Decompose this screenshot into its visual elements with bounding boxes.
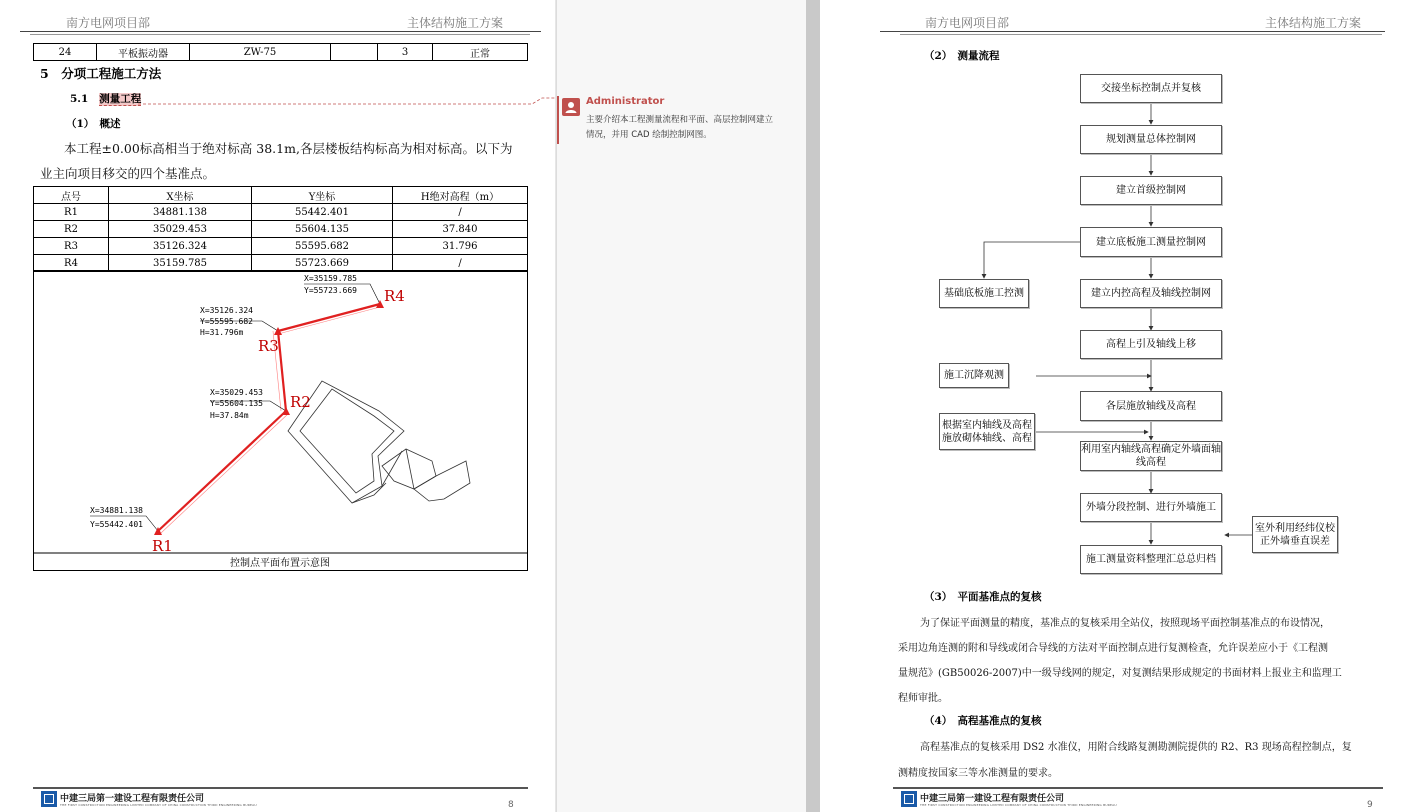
subsection-title	[70, 91, 141, 106]
header-right-text: 主体结构施工方案	[1265, 16, 1362, 30]
control-plan-drawing	[34, 271, 527, 570]
flow-step-10: 施工测量资料整理汇总总归档	[1080, 545, 1222, 574]
flow-step-9: 外墙分段控制、进行外墙施工	[1080, 493, 1222, 522]
r1-x-label: X=34881.138	[90, 506, 143, 515]
r1-point-label: R1	[152, 537, 173, 555]
table-row	[34, 255, 528, 272]
flow-heading: （2） 测量流程	[924, 50, 1000, 62]
r2-y-label: Y=55604.135	[210, 399, 263, 408]
r1-y-label: Y=55442.401	[90, 520, 143, 529]
r4-y-label: Y=55723.669	[304, 286, 357, 295]
comment-connector	[138, 96, 558, 108]
r3-x-label: X=35126.324	[200, 306, 253, 315]
flow-side-masonry-line: 施放砌体轴线、高程	[942, 432, 1032, 444]
flow-side-settlement: 施工沉降观测	[939, 363, 1009, 388]
column-header: 点号	[34, 187, 109, 204]
cell: R2	[34, 221, 109, 238]
header-left-text: 南方电网项目部	[925, 16, 1010, 30]
cell: R1	[34, 204, 109, 221]
flow-step-7: 各层施放轴线及高程	[1080, 391, 1222, 421]
cell: 35159.785	[109, 255, 252, 272]
r4-x-label: X=35159.785	[304, 274, 357, 283]
flow-side-theodolite-line: 室外利用经纬仪校	[1255, 522, 1335, 534]
flow-step-8-line: 线高程	[1136, 457, 1166, 468]
cell: R4	[34, 255, 109, 272]
comment-marker-bar	[557, 96, 559, 144]
footer-company-name: 中建三局第一建设工程有限责任公司	[920, 794, 1065, 804]
cell: 55595.682	[252, 238, 393, 255]
building-outline	[288, 381, 470, 503]
control-point-plan-figure	[33, 270, 528, 571]
footer-company-en: THE FIRST CONSTRUCTION ENGINEERING LIMITED COMPANY OF CHINA CONSTRUCTION THIRD ENGINEERING BUREAU	[60, 803, 257, 807]
cell: 35029.453	[109, 221, 252, 238]
footer-company-name: 中建三局第一建设工程有限责任公司	[60, 794, 205, 804]
r3-point-label: R3	[258, 337, 279, 355]
comment-author[interactable]: Administrator	[586, 96, 665, 107]
header-rule-thin	[30, 34, 530, 35]
cell: 35126.324	[109, 238, 252, 255]
user-avatar-icon	[562, 98, 580, 116]
r2-point-label: R2	[290, 393, 311, 411]
company-logo-icon	[901, 791, 917, 807]
plane-check-heading: （3） 平面基准点的复核	[924, 591, 1042, 603]
section-title: 5 分项工程施工方法	[40, 66, 162, 81]
flow-step-8-line: 利用室内轴线高程确定外墙面轴	[1081, 444, 1221, 455]
comments-pane	[556, 0, 807, 812]
flow-step-5: 建立内控高程及轴线控制网	[1080, 279, 1222, 308]
comment-line: 情况，并用 CAD 绘制控制网图。	[586, 130, 712, 140]
paragraph-line: 测精度按国家三等水准测量的要求。	[898, 768, 1058, 779]
page-gutter	[806, 0, 820, 812]
comment-line: 主要介绍本工程测量流程和平面、高层控制网建立	[586, 115, 774, 125]
paragraph-line: 量规范》(GB50026-2007)中一级导线网的规定，对复测结果形成规定的书面材料上报业主和监理工	[898, 668, 1342, 679]
flow-step-4: 建立底板施工测量控制网	[1080, 227, 1222, 257]
cell: 24	[34, 44, 97, 61]
cell: 31.796	[393, 238, 528, 255]
footer-rule	[893, 787, 1383, 789]
page-number: 8	[508, 800, 514, 810]
table-row	[34, 238, 528, 255]
control-points-table	[33, 186, 528, 272]
paragraph-line: 高程基准点的复核采用 DS2 水准仪，用附合线路复测勘测院提供的 R2、R3 现场高程控制点，复	[920, 742, 1352, 753]
equipment-table-row	[33, 43, 528, 61]
flow-side-masonry	[939, 413, 1035, 450]
footer-rule	[33, 787, 528, 789]
cell: ZW-75	[190, 44, 331, 61]
flow-step-6: 高程上引及轴线上移	[1080, 330, 1222, 359]
paragraph-line: 为了保证平面测量的精度，基准点的复核采用全站仪，按照现场平面控制基准点的布设情况，	[920, 618, 1330, 629]
cell	[331, 44, 378, 61]
cell: /	[393, 204, 528, 221]
cell: 55604.135	[252, 221, 393, 238]
flow-step-8	[1080, 441, 1222, 471]
paragraph-line: 程师审批。	[898, 693, 948, 704]
r2-h-label: H=37.84m	[210, 411, 249, 420]
cell: 正常	[433, 44, 528, 61]
table-row	[34, 204, 528, 221]
cell: 55723.669	[252, 255, 393, 272]
page-number: 9	[1367, 800, 1373, 810]
header-rule-thin	[900, 34, 1382, 35]
flow-step-1: 交接坐标控制点并复核	[1080, 74, 1222, 103]
flow-step-2: 规划测量总体控制网	[1080, 125, 1222, 154]
cell: 平板振动器	[97, 44, 190, 61]
header-left-text: 南方电网项目部	[66, 16, 151, 30]
header-rule	[880, 31, 1385, 32]
r4-point-label: R4	[384, 287, 405, 305]
paragraph-line: 本工程±0.00标高相当于绝对标高 38.1m,各层楼板结构标高为相对标高。以下为	[64, 141, 513, 156]
paragraph-line: 业主向项目移交的四个基准点。	[40, 166, 216, 181]
commented-text[interactable]: 测量工程	[99, 93, 142, 105]
flow-side-masonry-line: 根据室内轴线及高程	[942, 419, 1032, 431]
flow-step-3: 建立首级控制网	[1080, 176, 1222, 205]
column-header: X坐标	[109, 187, 252, 204]
r3-h-label: H=31.796m	[200, 328, 244, 337]
flow-side-theodolite	[1252, 516, 1338, 553]
header-right-text: 主体结构施工方案	[407, 16, 504, 30]
cell: /	[393, 255, 528, 272]
figure-caption: 控制点平面布置示意图	[230, 558, 330, 569]
cell: 55442.401	[252, 204, 393, 221]
r3-y-label: Y=55595.682	[200, 317, 253, 326]
r2-x-label: X=35029.453	[210, 388, 263, 397]
company-logo-icon	[41, 791, 57, 807]
elevation-check-heading: （4） 高程基准点的复核	[924, 715, 1042, 727]
cell: 3	[378, 44, 433, 61]
cell: 37.840	[393, 221, 528, 238]
flow-side-theodolite-line: 正外墙垂直误差	[1260, 535, 1330, 547]
flow-side-foundation: 基础底板施工控测	[939, 279, 1029, 308]
document-page-8	[0, 0, 555, 812]
document-page-9	[820, 0, 1407, 812]
column-header: Y坐标	[252, 187, 393, 204]
table-header-row	[34, 187, 528, 204]
overview-heading: （1） 概述	[66, 118, 121, 130]
comment-body[interactable]	[586, 113, 773, 143]
cell: R3	[34, 238, 109, 255]
column-header: H绝对高程（m）	[393, 187, 528, 204]
footer-company-en: THE FIRST CONSTRUCTION ENGINEERING LIMITED COMPANY OF CHINA CONSTRUCTION THIRD ENGINEERING BUREAU	[920, 803, 1117, 807]
cell: 34881.138	[109, 204, 252, 221]
paragraph-line: 采用边角连测的附和导线或闭合导线的方法对平面控制点进行复测检查，允许误差应小于《工程测	[898, 643, 1328, 654]
subsection-number: 5.1	[70, 93, 89, 105]
header-rule	[20, 31, 541, 32]
table-row	[34, 221, 528, 238]
